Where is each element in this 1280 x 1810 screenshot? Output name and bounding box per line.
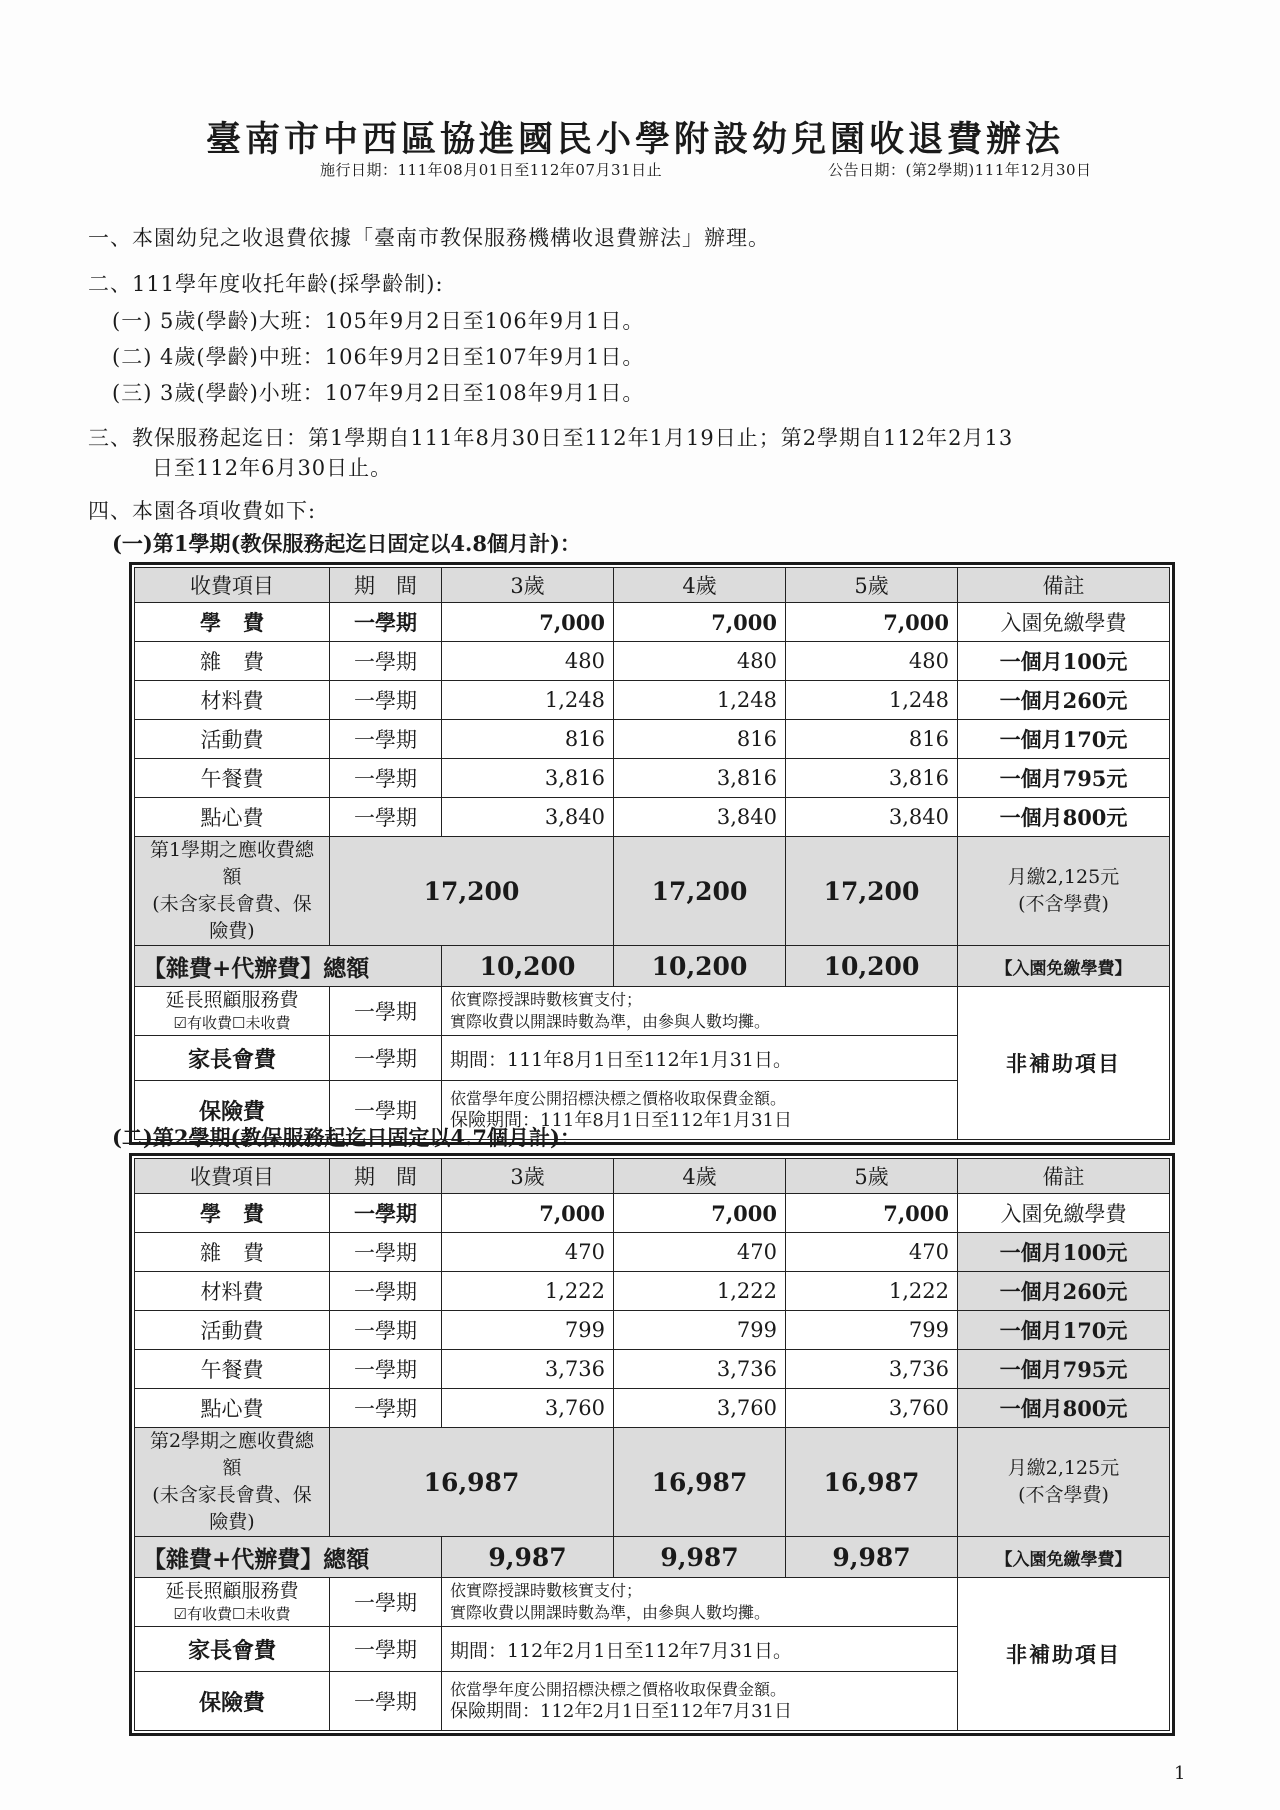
fee-item: 點心費 [135, 1389, 330, 1428]
fee-row [135, 759, 1170, 798]
fee-period: 一學期 [330, 681, 442, 720]
fee-row [135, 681, 1170, 720]
sum-age5: 9,987 [786, 1537, 958, 1578]
header-period: 期 間 [330, 1159, 442, 1194]
fee-row [135, 1389, 1170, 1428]
total-label2: (未含家長會費、保險費) [152, 893, 312, 942]
total-row [135, 837, 1170, 946]
fee-age5: 3,760 [786, 1389, 958, 1428]
total-age4: 17,200 [614, 837, 786, 946]
sum-row [135, 1537, 1170, 1578]
fee-note: 一個月260元 [958, 681, 1170, 720]
insurance-label: 保險費 [135, 1672, 330, 1731]
total-note1: 月繳2,125元 [1007, 866, 1120, 888]
semester2-fee-table [129, 1153, 1175, 1736]
extended-care-label [135, 1578, 330, 1627]
header-note: 備註 [958, 568, 1170, 603]
fee-age3: 3,760 [442, 1389, 614, 1428]
fee-age3: 3,736 [442, 1350, 614, 1389]
clause-3: 三、教保服務起迄日：第1學期自111年8月30日至112年1月19日止；第2學期自112年2月13 [88, 426, 1014, 450]
fee-note: 一個月100元 [958, 1233, 1170, 1272]
insurance-period: 一學期 [330, 1672, 442, 1731]
extended-care-row [135, 1578, 1170, 1627]
fee-age3: 799 [442, 1311, 614, 1350]
fee-row [135, 798, 1170, 837]
clause-3-cont: 日至112年6月30日止。 [152, 456, 393, 480]
parents-fee-period: 一學期 [330, 1627, 442, 1672]
fee-period: 一學期 [330, 1311, 442, 1350]
sum-row [135, 946, 1170, 987]
fee-period: 一學期 [330, 720, 442, 759]
fee-age5: 1,248 [786, 681, 958, 720]
fee-age5: 799 [786, 1311, 958, 1350]
fee-item: 午餐費 [135, 759, 330, 798]
extended-care-period: 一學期 [330, 1578, 442, 1627]
total-note2: (不含學費) [1018, 1484, 1109, 1506]
fee-note: 一個月795元 [958, 759, 1170, 798]
fee-age4: 7,000 [614, 1194, 786, 1233]
fee-age4: 816 [614, 720, 786, 759]
fee-item: 雜費 [135, 642, 330, 681]
fee-age3: 7,000 [442, 603, 614, 642]
fee-table [134, 567, 1170, 1140]
parents-fee-desc: 期間：111年8月1日至112年1月31日。 [442, 1036, 958, 1081]
header-item: 收費項目 [135, 1159, 330, 1194]
fee-item: 學費 [135, 1194, 330, 1233]
fee-row [135, 603, 1170, 642]
parents-fee-label: 家長會費 [135, 1036, 330, 1081]
clause-2: 二、111學年度收托年齡(採學齡制): [88, 272, 444, 296]
insurance-desc1: 依當學年度公開招標決標之價格收取保費金額。 [450, 1680, 787, 1699]
fee-row [135, 642, 1170, 681]
sum-label: 【雜費+代辦費】總額 [135, 946, 442, 987]
fee-item: 活動費 [135, 1311, 330, 1350]
total-note [958, 837, 1170, 946]
fee-row [135, 1194, 1170, 1233]
fee-period: 一學期 [330, 642, 442, 681]
total-label [135, 1428, 330, 1537]
semester1-fee-table [129, 562, 1175, 1145]
total-age5: 17,200 [786, 837, 958, 946]
fee-period: 一學期 [330, 1350, 442, 1389]
fee-age5: 7,000 [786, 1194, 958, 1233]
sum-label: 【雜費+代辦費】總額 [135, 1537, 442, 1578]
fee-period: 一學期 [330, 1233, 442, 1272]
fee-age5: 470 [786, 1233, 958, 1272]
insurance-period: 一學期 [330, 1081, 442, 1140]
fee-table [134, 1158, 1170, 1731]
announce-date: 公告日期：(第2學期)111年12月30日 [828, 161, 1092, 179]
extended-desc1: 依實際授課時數核實支付； [450, 990, 643, 1009]
parents-fee-period: 一學期 [330, 1036, 442, 1081]
total-note [958, 1428, 1170, 1537]
page-number: 1 [1174, 1763, 1186, 1784]
total-age3: 17,200 [330, 837, 614, 946]
document-title: 臺南市中西區協進國民小學附設幼兒園收退費辦法 [205, 119, 1064, 160]
fee-age5: 7,000 [786, 603, 958, 642]
fee-row [135, 1272, 1170, 1311]
insurance-label: 保險費 [135, 1081, 330, 1140]
fee-age3: 3,840 [442, 798, 614, 837]
fee-note: 一個月800元 [958, 798, 1170, 837]
fee-item: 點心費 [135, 798, 330, 837]
fee-age3: 470 [442, 1233, 614, 1272]
extended-desc2: 實際收費以開課時數為準，由參與人數均攤。 [450, 1603, 771, 1622]
sum-age3: 9,987 [442, 1537, 614, 1578]
header-age5: 5歲 [786, 568, 958, 603]
clause-4: 四、本園各項收費如下: [88, 499, 317, 523]
extended-care-desc [442, 987, 958, 1036]
fee-note: 一個月795元 [958, 1350, 1170, 1389]
fee-row [135, 720, 1170, 759]
fee-age3: 1,222 [442, 1272, 614, 1311]
fee-period: 一學期 [330, 1272, 442, 1311]
fee-period: 一學期 [330, 798, 442, 837]
header-age3: 3歲 [442, 1159, 614, 1194]
fee-age3: 7,000 [442, 1194, 614, 1233]
insurance-desc2: 保險期間：111年8月1日至112年1月31日 [450, 1110, 792, 1131]
extended-care-row [135, 987, 1170, 1036]
total-note1: 月繳2,125元 [1007, 1457, 1120, 1479]
header-age4: 4歲 [614, 568, 786, 603]
total-age5: 16,987 [786, 1428, 958, 1537]
parents-fee-desc: 期間：112年2月1日至112年7月31日。 [442, 1627, 958, 1672]
fee-age3: 816 [442, 720, 614, 759]
header-item: 收費項目 [135, 568, 330, 603]
insurance-desc [442, 1672, 958, 1731]
non-subsidy-note: 非補助項目 [958, 1578, 1170, 1731]
charge-checkbox-options: ☑有收費☐未收費 [173, 1605, 291, 1623]
fee-age4: 3,760 [614, 1389, 786, 1428]
total-label [135, 837, 330, 946]
sum-age4: 10,200 [614, 946, 786, 987]
charge-checkbox-options: ☑有收費☐未收費 [173, 1014, 291, 1032]
non-subsidy-note: 非補助項目 [958, 987, 1170, 1140]
total-label1: 第2學期之應收費總額 [149, 1430, 315, 1479]
sum-note: 【入園免繳學費】 [958, 1537, 1170, 1578]
fee-note: 一個月170元 [958, 1311, 1170, 1350]
sum-age4: 9,987 [614, 1537, 786, 1578]
total-age4: 16,987 [614, 1428, 786, 1537]
header-row [135, 568, 1170, 603]
extended-care-label [135, 987, 330, 1036]
fee-note: 入園免繳學費 [958, 1194, 1170, 1233]
sum-age5: 10,200 [786, 946, 958, 987]
fee-note: 一個月800元 [958, 1389, 1170, 1428]
fee-age5: 3,736 [786, 1350, 958, 1389]
fee-period: 一學期 [330, 1389, 442, 1428]
total-row [135, 1428, 1170, 1537]
semester1-heading: (一)第1學期(教保服務起迄日固定以4.8個月計)： [112, 531, 581, 556]
fee-item: 材料費 [135, 681, 330, 720]
insurance-desc2: 保險期間：112年2月1日至112年7月31日 [450, 1701, 792, 1722]
fee-note: 一個月100元 [958, 642, 1170, 681]
fee-item: 活動費 [135, 720, 330, 759]
fee-note: 一個月170元 [958, 720, 1170, 759]
effective-period: 施行日期：111年08月01日至112年07月31日止 [320, 161, 663, 179]
fee-age4: 480 [614, 642, 786, 681]
fee-age3: 480 [442, 642, 614, 681]
fee-item: 雜費 [135, 1233, 330, 1272]
fee-age3: 3,816 [442, 759, 614, 798]
fee-period: 一學期 [330, 1194, 442, 1233]
header-age3: 3歲 [442, 568, 614, 603]
semester2-heading: (二)第2學期(教保服務起迄日固定以4.7個月計)： [112, 1125, 581, 1150]
clause-2-item-2: (二) 4歲(學齡)中班：106年9月2日至107年9月1日。 [112, 345, 645, 369]
sum-age3: 10,200 [442, 946, 614, 987]
extended-label: 延長照顧服務費 [165, 1580, 299, 1602]
extended-desc1: 依實際授課時數核實支付； [450, 1581, 643, 1600]
fee-note: 入園免繳學費 [958, 603, 1170, 642]
fee-period: 一學期 [330, 759, 442, 798]
fee-item: 午餐費 [135, 1350, 330, 1389]
fee-row [135, 1233, 1170, 1272]
extended-desc2: 實際收費以開課時數為準，由參與人數均攤。 [450, 1012, 771, 1031]
fee-age5: 3,816 [786, 759, 958, 798]
header-note: 備註 [958, 1159, 1170, 1194]
clause-2-item-3: (三) 3歲(學齡)小班：107年9月2日至108年9月1日。 [112, 381, 645, 405]
fee-age4: 470 [614, 1233, 786, 1272]
fee-age3: 1,248 [442, 681, 614, 720]
header-row [135, 1159, 1170, 1194]
fee-age4: 799 [614, 1311, 786, 1350]
sum-note: 【入園免繳學費】 [958, 946, 1170, 987]
clause-2-item-1: (一) 5歲(學齡)大班：105年9月2日至106年9月1日。 [112, 309, 645, 333]
insurance-desc1: 依當學年度公開招標決標之價格收取保費金額。 [450, 1089, 787, 1108]
fee-age5: 1,222 [786, 1272, 958, 1311]
fee-age4: 3,816 [614, 759, 786, 798]
total-label2: (未含家長會費、保險費) [152, 1484, 312, 1533]
fee-row [135, 1350, 1170, 1389]
fee-age4: 7,000 [614, 603, 786, 642]
fee-item: 材料費 [135, 1272, 330, 1311]
header-period: 期 間 [330, 568, 442, 603]
fee-period: 一學期 [330, 603, 442, 642]
total-note2: (不含學費) [1018, 893, 1109, 915]
fee-age4: 3,736 [614, 1350, 786, 1389]
extended-care-period: 一學期 [330, 987, 442, 1036]
fee-age5: 816 [786, 720, 958, 759]
fee-age5: 3,840 [786, 798, 958, 837]
extended-label: 延長照顧服務費 [165, 989, 299, 1011]
fee-age4: 1,248 [614, 681, 786, 720]
header-age5: 5歲 [786, 1159, 958, 1194]
fee-row [135, 1311, 1170, 1350]
parents-fee-label: 家長會費 [135, 1627, 330, 1672]
fee-age5: 480 [786, 642, 958, 681]
fee-note: 一個月260元 [958, 1272, 1170, 1311]
total-label1: 第1學期之應收費總額 [149, 839, 315, 888]
fee-age4: 3,840 [614, 798, 786, 837]
total-age3: 16,987 [330, 1428, 614, 1537]
header-age4: 4歲 [614, 1159, 786, 1194]
fee-age4: 1,222 [614, 1272, 786, 1311]
extended-care-desc [442, 1578, 958, 1627]
fee-item: 學費 [135, 603, 330, 642]
clause-1: 一、本園幼兒之收退費依據「臺南市教保服務機構收退費辦法」辦理。 [88, 226, 770, 250]
